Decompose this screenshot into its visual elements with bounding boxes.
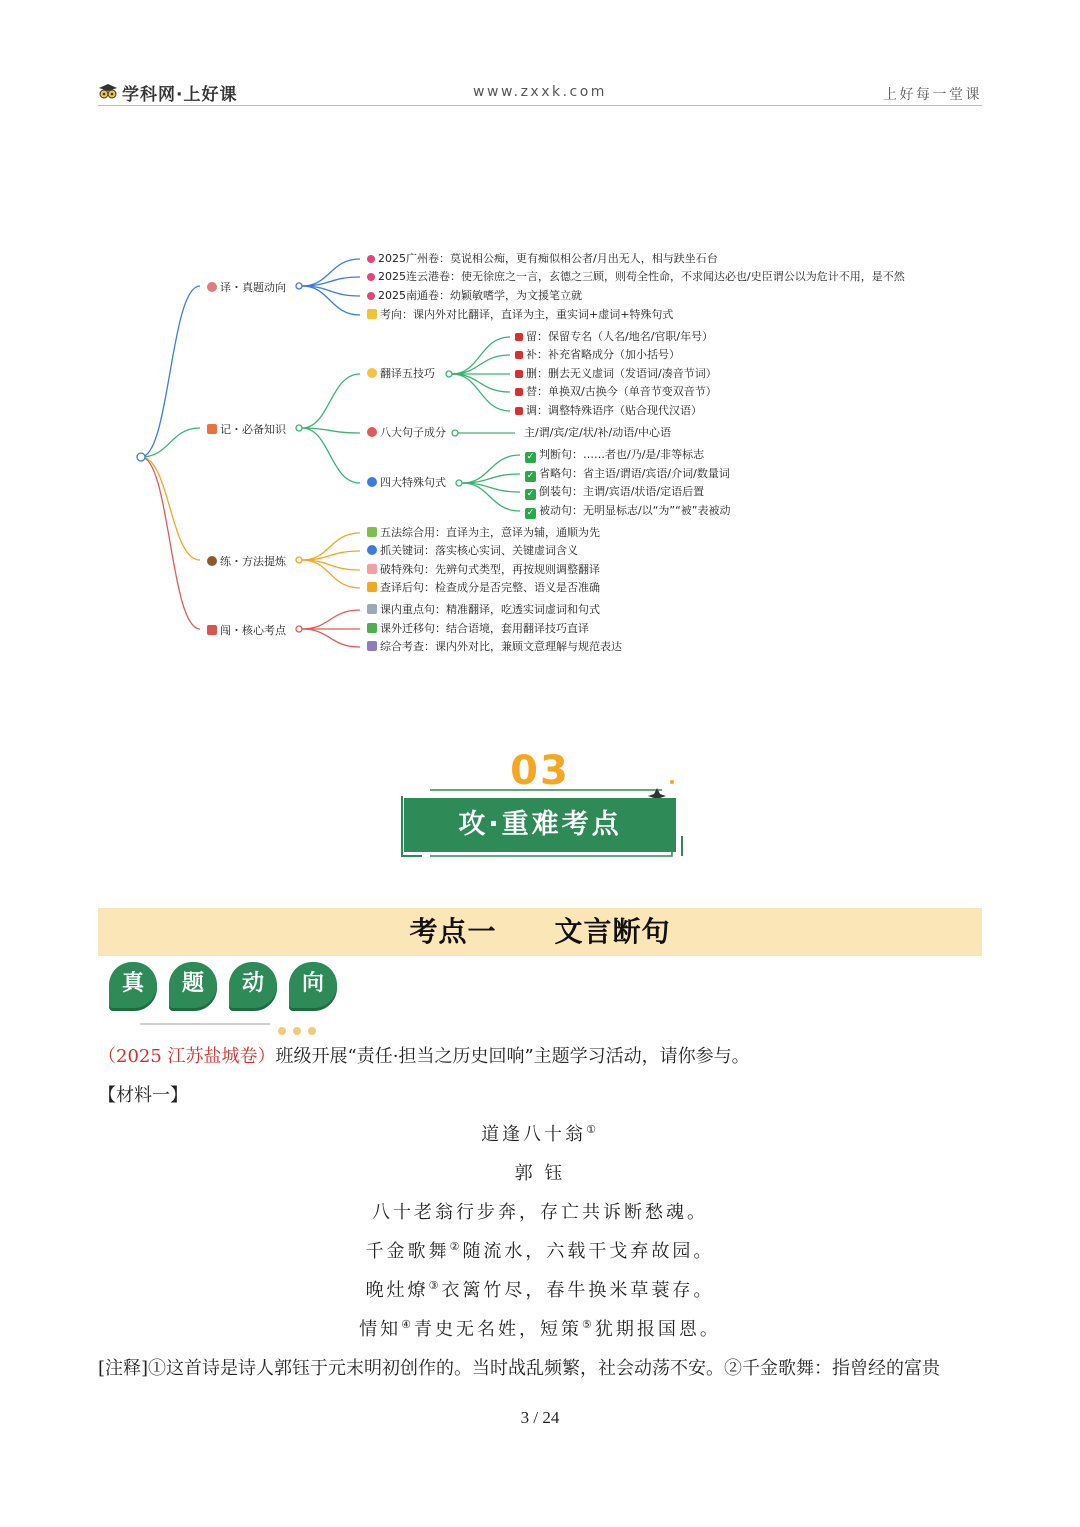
mindmap-branch-challenge: 闯・核心考点 [207,622,286,638]
mindmap-subbranch: 翻译五技巧 [367,367,435,381]
mindmap-branch-practice: 练・方法提炼 [207,553,286,569]
check-icon: ✓ [526,471,535,481]
memo-icon [367,564,377,574]
mindmap-leaf: 调：调整特殊语序（贴合现代汉语） [515,404,702,418]
mindmap-leaf: 2025广州卷：莫说相公痴，更有痴似相公者/月出无人，相与趺坐石台 [367,252,718,266]
sun-icon [367,368,377,378]
poem-author: 郭 钰 [514,1163,566,1184]
badge-zhen: 真 [109,962,157,1008]
mindmap-leaf: 查译后句：检查成分是否完整、语义是否准确 [367,581,600,595]
spiral-icon [367,477,377,487]
mindmap-leaf: 2025连云港卷：使无徐庶之一言，玄德之三顾，则苟全性命，不求闻达必也/史臣谓公以为危计不用，是不然 [367,270,905,284]
mindmap-leaf: 2025南通卷：幼颖敏嗜学，为文援笔立就 [367,289,582,303]
pushpin-icon [515,407,523,415]
mindmap-leaf: 删：删去无义虚词（发语词/凑音节词） [515,367,717,381]
topic-title: 考点一 文言断句 [409,915,671,948]
sparkles-icon [367,309,377,319]
logo-text: 学科网·上好课 [122,84,238,105]
owl-logo-icon [98,84,118,100]
mindmap-branch-memorize: 记・必备知识 [207,421,286,437]
pushpin-icon [515,351,523,359]
annotation: [注释]①这首诗是诗人郭钰于元末明初创作的。当时战乱频繁，社会动荡不安。②千金歌舞：指曾经的富贵 [98,1358,941,1379]
poem-line: 千金歌舞②随流水，六载干戈弃故园。 [365,1240,715,1262]
mindmap-leaf: 课外迁移句：结合语境，套用翻译技巧直译 [367,622,589,636]
magnifier-icon [367,545,377,555]
site-url[interactable]: www.zxxk.com [473,84,607,100]
mindmap-leaf: 主/谓/宾/定/状/补/动语/中心语 [524,426,671,439]
section-number: 03 [510,748,570,794]
poem-title: 道逢八十翁① [481,1123,599,1145]
mindmap-subbranch: 四大特殊句式 [367,476,446,490]
material-label: 【材料一】 [98,1085,188,1106]
pin-icon [367,255,375,263]
leaf-icon [367,527,377,537]
pin-icon [367,273,375,281]
donut-icon [207,556,217,566]
mindmap-leaf: ✓ 倒装句：主谓/宾语/状语/定语后置 [526,485,705,499]
mindmap-leaf: 补：补充省略成分（加小括号） [515,348,680,362]
mindmap-leaf: ✓ 被动句：无明显标志/以“为”“被”表被动 [526,504,731,518]
tent-icon [207,625,217,635]
mindmap-leaf: 留：保留专名（人名/地名/官职/年号） [515,330,713,344]
badge-dong: 动 [229,962,277,1008]
poem-line: 晚灶燎③衣篱竹尽，春牛换米草蓑存。 [365,1279,715,1301]
mindmap-branch-translate: 译・真题动向 [207,279,286,295]
section-title: 攻·重难考点 [458,809,622,840]
pushpin-icon [515,388,523,396]
header-slogan: 上好每一堂课 [883,87,982,103]
logo [98,80,237,104]
chart-icon [367,641,377,651]
check-icon: ✓ [526,489,535,499]
badge-xiang: 向 [289,962,337,1008]
mindmap-leaf: 替：单换双/古换今（单音节变双音节） [515,385,717,399]
badge-underline [140,1023,270,1025]
mindmap-leaf: 抓关键词：落实核心实词、关键虚词含义 [367,544,578,558]
mindmap-leaf: 破特殊句：先辨句式类型，再按规则调整翻译 [367,563,600,577]
candy-icon [207,424,217,434]
badge-ti: 题 [169,962,217,1008]
header-divider [98,105,982,106]
question-source: （2025 江苏盐城卷） [98,1046,276,1067]
poem-line: 情知④青史无名姓，短策⑤犹期报国恩。 [359,1318,721,1340]
pin-icon [367,292,375,300]
pushpin-icon [515,333,523,341]
poem-line: 八十老翁行步奔，存亡共诉断愁魂。 [372,1202,708,1223]
pencil-icon [367,582,377,592]
mindmap-leaf: ✓ 省略句：省主语/谓语/宾语/介词/数量词 [526,467,730,481]
mindmap-subbranch: 八大句子成分 [367,426,446,440]
question-intro: （2025 江苏盐城卷）班级开展“责任·担当之历史回响”主题学习活动，请你参与。 [98,1046,750,1067]
check-icon: ✓ [526,452,535,462]
page-number: 3 / 24 [520,1408,560,1427]
mindmap-leaf: 综合考查：课内外对比，兼顾文意理解与规范表达 [367,640,622,654]
book-icon [367,604,377,614]
mindmap-leaf: 五法综合用：直译为主，意译为辅，通顺为先 [367,526,600,540]
check-icon: ✓ [526,508,535,518]
books-icon [367,623,377,633]
pushpin-icon [515,370,523,378]
target-icon [367,427,377,437]
mindmap-leaf: 课内重点句：精准翻译，吃透实词虚词和句式 [367,603,600,617]
lollipop-icon [207,282,217,292]
mindmap-leaf: ✓ 判断句：……者也/乃/是/非等标志 [526,448,705,462]
badge-dots [278,1020,316,1039]
mindmap-leaf: 考向：课内外对比翻译，直译为主，重实词+虚词+特殊句式 [367,308,673,322]
